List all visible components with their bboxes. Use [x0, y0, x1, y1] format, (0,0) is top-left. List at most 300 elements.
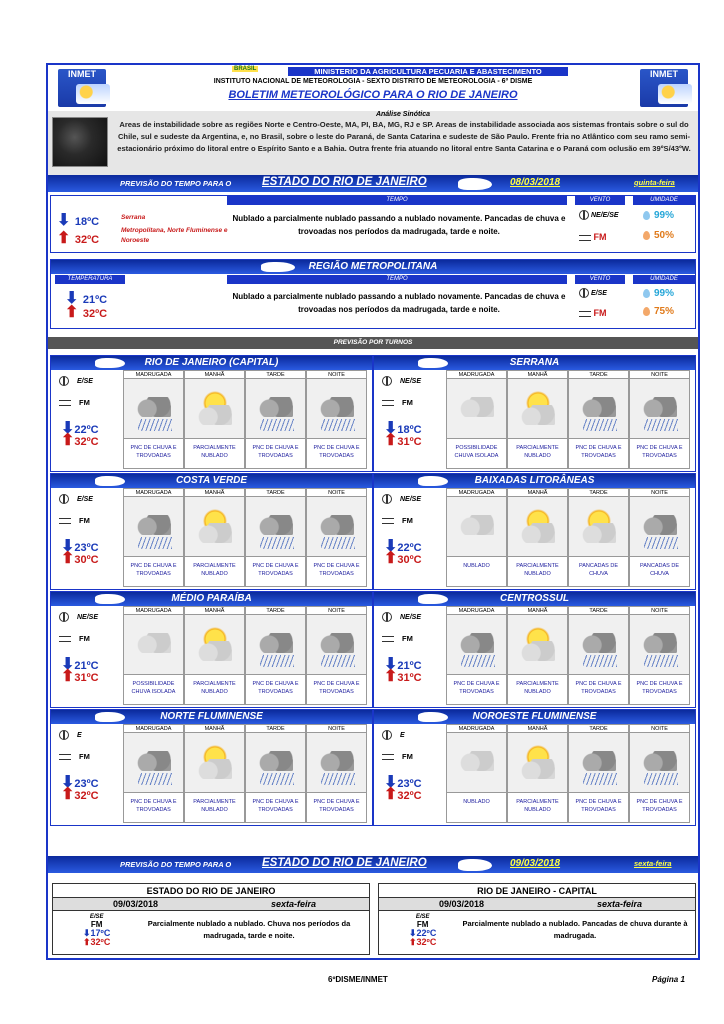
period-column	[184, 488, 245, 588]
region-wind-dir: E/SE	[59, 376, 93, 386]
region-tmin: ⬇22ºC	[384, 538, 422, 555]
card-title: ESTADO DO RIO DE JANEIRO	[53, 884, 369, 898]
day1-weekday: quinta-feira	[634, 178, 675, 187]
period-desc: PNC DE CHUVA E TROVOADAS	[123, 557, 184, 587]
rain-icon	[138, 537, 172, 549]
period-desc: PNC DE CHUVA E TROVOADAS	[245, 675, 306, 705]
period-column	[245, 370, 306, 470]
region-tmin: ⬇23ºC	[61, 774, 99, 791]
period-icon-cell	[245, 733, 306, 793]
storm-cloud-icon	[320, 397, 354, 417]
period-column	[629, 606, 690, 706]
period-desc: PNC DE CHUVA E TROVOADAS	[629, 439, 690, 469]
period-icon-cell	[184, 733, 245, 793]
region-wind-dir: E/SE	[59, 494, 93, 504]
region-title: SERRANA	[374, 356, 695, 370]
period-label: NOITE	[306, 370, 367, 379]
card-tmax: ⬆32ºC	[83, 937, 111, 947]
synoptic-label: Análise Sinótica	[375, 111, 431, 118]
period-column	[568, 488, 629, 588]
region-side	[374, 370, 444, 471]
compass-icon	[59, 612, 69, 622]
period-desc: PARCIALMENTE NUBLADO	[507, 439, 568, 469]
rj-map-icon	[418, 358, 448, 368]
region-periods	[446, 606, 691, 706]
wind-icon	[59, 400, 71, 406]
period-label: MANHÃ	[184, 724, 245, 733]
card-date-row	[379, 898, 695, 911]
period-desc: PNC DE CHUVA E TROVOADAS	[306, 557, 367, 587]
period-column	[123, 488, 184, 588]
rj-map-icon	[261, 262, 295, 272]
period-column	[123, 606, 184, 706]
rain-icon	[583, 419, 617, 431]
metro-tmin: ⬇ 21ºC	[65, 290, 108, 307]
region-wind-dir: NE/SE	[382, 612, 421, 622]
period-label: NOITE	[629, 488, 690, 497]
wind-icon	[382, 400, 394, 406]
period-label: NOITE	[306, 606, 367, 615]
period-column	[184, 370, 245, 470]
period-desc: NUBLADO	[446, 557, 507, 587]
rain-icon	[321, 655, 355, 667]
state-hum-max: 99%	[643, 210, 674, 221]
rj-map-icon	[95, 476, 125, 486]
period-desc: PNC DE CHUVA E TROVOADAS	[306, 439, 367, 469]
rj-map-icon	[458, 859, 492, 871]
metro-wind-spd: FM	[579, 308, 607, 318]
cloud-icon	[137, 633, 171, 653]
period-label: MANHÃ	[507, 488, 568, 497]
period-label: NOITE	[629, 724, 690, 733]
period-label: MANHÃ	[507, 606, 568, 615]
period-column	[446, 606, 507, 706]
card-tmax: ⬆32ºC	[409, 937, 437, 947]
period-icon-cell	[446, 379, 507, 439]
card-date: 09/03/2018	[113, 899, 159, 909]
period-desc: PNC DE CHUVA E TROVOADAS	[245, 793, 306, 823]
period-desc: PNC DE CHUVA E TROVOADAS	[446, 675, 507, 705]
rj-map-icon	[418, 594, 448, 604]
rain-icon	[321, 419, 355, 431]
period-column	[507, 724, 568, 824]
storm-cloud-icon	[137, 397, 171, 417]
cloud-icon	[460, 515, 494, 535]
cloud-icon	[582, 523, 616, 543]
period-column	[629, 488, 690, 588]
compass-icon	[382, 494, 392, 504]
period-column	[507, 370, 568, 470]
period-desc: PARCIALMENTE NUBLADO	[184, 675, 245, 705]
metro-h-tempo: TEMPO	[227, 275, 567, 284]
period-icon-cell	[184, 615, 245, 675]
period-icon-cell	[123, 497, 184, 557]
period-label: NOITE	[306, 724, 367, 733]
wind-icon	[59, 518, 71, 524]
card-tmin: ⬇17ºC	[83, 928, 111, 938]
card-wind-spd: FM	[90, 920, 103, 929]
period-icon-cell	[629, 733, 690, 793]
wind-icon	[382, 754, 394, 760]
region-panel	[50, 709, 373, 826]
period-icon-cell	[123, 615, 184, 675]
region-tmin: ⬇21ºC	[384, 656, 422, 673]
rain-icon	[644, 419, 678, 431]
state-tmin: ⬇ 18ºC	[57, 212, 100, 229]
region-title: NORTE FLUMINENSE	[51, 710, 372, 724]
period-desc: PNC DE CHUVA E TROVOADAS	[123, 439, 184, 469]
wind-icon	[382, 518, 394, 524]
rain-icon	[644, 537, 678, 549]
region-wind-spd: FM	[382, 752, 413, 761]
region-periods	[123, 606, 368, 706]
compass-icon	[382, 730, 392, 740]
region-wind-dir: NE/SE	[59, 612, 98, 622]
wind-icon	[59, 636, 71, 642]
metro-forecast	[50, 259, 696, 329]
rain-icon	[461, 655, 495, 667]
cloud-icon	[460, 751, 494, 771]
state-tmax: ⬆ 32ºC	[57, 230, 100, 247]
rj-map-icon	[418, 476, 448, 486]
storm-cloud-icon	[582, 751, 616, 771]
region-wind-dir: NE/SE	[382, 494, 421, 504]
state-h-vento: VENTO	[575, 196, 625, 205]
region-tmax: ⬆31ºC	[384, 668, 422, 685]
institute-title: INSTITUTO NACIONAL DE METEOROLOGIA - SEXTO DISTRITO DE METEOROLOGIA - 6º DISME	[213, 78, 533, 85]
region-title: BAIXADAS LITORÂNEAS	[374, 474, 695, 488]
cloud-icon	[521, 759, 555, 779]
state-wind-dir: NE/E/SE	[579, 210, 619, 220]
period-icon-cell	[507, 497, 568, 557]
metro-hum-min: 75%	[643, 306, 674, 317]
card-date: 09/03/2018	[439, 899, 485, 909]
rain-icon	[583, 655, 617, 667]
region-wind-spd: FM	[59, 516, 90, 525]
rain-icon	[260, 419, 294, 431]
period-desc: PNC DE CHUVA E TROVOADAS	[629, 675, 690, 705]
storm-cloud-icon	[259, 751, 293, 771]
metro-desc: Nublado a parcialmente nublado passando a nublado novamente. Pancadas de chuva e trovoadas nos períodos da madrugada, tarde e noite.	[232, 292, 566, 314]
metro-h-vento: VENTO	[575, 275, 625, 284]
period-desc: PANCADAS DE CHUVA	[568, 557, 629, 587]
region-tmax: ⬆32ºC	[61, 432, 99, 449]
compass-icon	[59, 730, 69, 740]
region-title: NOROESTE FLUMINENSE	[374, 710, 695, 724]
period-column	[184, 606, 245, 706]
day1-state: ESTADO DO RIO DE JANEIRO	[262, 176, 427, 188]
period-label: TARDE	[245, 606, 306, 615]
storm-cloud-icon	[137, 751, 171, 771]
wind-icon	[59, 754, 71, 760]
region-periods	[446, 370, 691, 470]
period-icon-cell	[123, 733, 184, 793]
period-desc: PARCIALMENTE NUBLADO	[184, 439, 245, 469]
cloud-icon	[521, 405, 555, 425]
cloud-icon	[521, 523, 555, 543]
region-tmax: ⬆32ºC	[61, 786, 99, 803]
rj-map-icon	[95, 594, 125, 604]
period-column	[245, 724, 306, 824]
compass-icon	[59, 494, 69, 504]
state-h-tempo: TEMPO	[227, 196, 567, 205]
period-label: TARDE	[568, 370, 629, 379]
storm-cloud-icon	[582, 397, 616, 417]
period-icon-cell	[629, 615, 690, 675]
compass-icon	[59, 376, 69, 386]
metro-tmax: ⬆ 32ºC	[65, 304, 108, 321]
cloud-icon	[460, 397, 494, 417]
state-forecast	[50, 195, 696, 253]
region-side	[374, 606, 444, 707]
region-side	[374, 488, 444, 589]
period-icon-cell	[245, 379, 306, 439]
card-wind-dir: E/SE	[89, 914, 104, 920]
period-column	[629, 370, 690, 470]
rain-icon	[321, 537, 355, 549]
period-label: MADRUGADA	[446, 606, 507, 615]
card-conditions	[83, 913, 110, 947]
header	[48, 65, 698, 111]
region-periods	[446, 724, 691, 824]
state-min-regions: Serrana	[121, 214, 146, 221]
wind-icon	[579, 311, 591, 317]
period-label: MADRUGADA	[123, 488, 184, 497]
period-icon-cell	[568, 379, 629, 439]
region-tmax: ⬆31ºC	[61, 668, 99, 685]
period-icon-cell	[446, 497, 507, 557]
wind-icon	[382, 636, 394, 642]
period-icon-cell	[629, 497, 690, 557]
day1-date: 08/03/2018	[510, 177, 561, 188]
period-label: NOITE	[629, 606, 690, 615]
period-column	[507, 488, 568, 588]
period-icon-cell	[507, 615, 568, 675]
region-tmax: ⬆32ºC	[384, 786, 422, 803]
region-side	[374, 724, 444, 825]
region-side	[51, 606, 121, 707]
storm-cloud-icon	[460, 633, 494, 653]
region-tmin: ⬇18ºC	[384, 420, 422, 437]
period-column	[507, 606, 568, 706]
state-desc: Nublado a parcialmente nublado passando a nublado novamente. Pancadas de chuva e trovoadas nos períodos da madrugada, tarde e noite.	[232, 214, 566, 236]
period-icon-cell	[245, 615, 306, 675]
period-column	[568, 370, 629, 470]
metro-title: REGIÃO METROPOLITANA	[308, 261, 438, 272]
region-tmin: ⬇22ºC	[61, 420, 99, 437]
region-tmin: ⬇21ºC	[61, 656, 99, 673]
period-label: TARDE	[568, 606, 629, 615]
period-icon-cell	[184, 379, 245, 439]
period-desc: PARCIALMENTE NUBLADO	[184, 793, 245, 823]
period-icon-cell	[245, 497, 306, 557]
period-column	[184, 724, 245, 824]
region-periods	[123, 370, 368, 470]
period-icon-cell	[306, 497, 367, 557]
region-panel	[373, 355, 696, 472]
storm-cloud-icon	[643, 633, 677, 653]
period-column	[446, 724, 507, 824]
day2-prev: PREVISÃO DO TEMPO PARA O	[120, 860, 232, 869]
period-desc: PANCADAS DE CHUVA	[629, 557, 690, 587]
period-desc: PARCIALMENTE NUBLADO	[184, 557, 245, 587]
state-h-umidade: UMIDADE	[633, 196, 695, 205]
period-label: MANHÃ	[184, 606, 245, 615]
state-wind-spd: FM	[579, 232, 607, 242]
storm-cloud-icon	[259, 633, 293, 653]
region-wind-spd: FM	[382, 398, 413, 407]
card-wind-dir: E/SE	[415, 914, 430, 920]
drop-icon	[643, 231, 650, 240]
period-label: MADRUGADA	[123, 370, 184, 379]
footer-page: Página 1	[652, 975, 685, 984]
rain-icon	[644, 655, 678, 667]
card-tmin: ⬇22ºC	[409, 928, 437, 938]
period-label: MANHÃ	[184, 488, 245, 497]
period-label: MADRUGADA	[123, 606, 184, 615]
period-desc: POSSIBILIDADE CHUVA ISOLADA	[446, 439, 507, 469]
inmet-logo-left: INMET	[58, 69, 106, 107]
region-wind-spd: FM	[59, 752, 90, 761]
period-label: TARDE	[568, 488, 629, 497]
period-desc: PNC DE CHUVA E TROVOADAS	[245, 439, 306, 469]
period-column	[568, 606, 629, 706]
cloud-icon	[198, 759, 232, 779]
metro-h-temp: TEMPERATURA	[55, 275, 125, 284]
period-column	[446, 370, 507, 470]
footer-center: 6ºDISME/INMET	[328, 975, 388, 984]
metro-bar	[51, 260, 695, 274]
card-weekday: sexta-feira	[597, 899, 643, 909]
day2-card	[52, 883, 370, 955]
bulletin-frame	[46, 63, 700, 960]
synoptic-analysis	[48, 111, 698, 175]
rain-icon	[644, 773, 678, 785]
card-title: RIO DE JANEIRO - CAPITAL	[379, 884, 695, 898]
region-panel	[373, 709, 696, 826]
rain-icon	[260, 537, 294, 549]
region-tmin: ⬇23ºC	[384, 774, 422, 791]
drop-icon	[643, 289, 650, 298]
period-desc: PNC DE CHUVA E TROVOADAS	[306, 675, 367, 705]
period-icon-cell	[446, 615, 507, 675]
rj-map-icon	[95, 358, 125, 368]
day2-card	[378, 883, 696, 955]
region-wind-spd: FM	[382, 634, 413, 643]
period-desc: PNC DE CHUVA E TROVOADAS	[568, 675, 629, 705]
period-desc: PNC DE CHUVA E TROVOADAS	[568, 439, 629, 469]
period-desc: POSSIBILIDADE CHUVA ISOLADA	[123, 675, 184, 705]
day2-bar	[48, 856, 698, 873]
satellite-image	[52, 117, 108, 167]
region-panel	[373, 591, 696, 708]
period-icon-cell	[306, 379, 367, 439]
card-desc: Parcialmente nublado a nublado. Pancadas de chuva durante à madrugada.	[462, 919, 688, 940]
card-desc: Parcialmente nublado a nublado. Chuva nos períodos da madrugada, tarde e noite.	[147, 919, 351, 940]
period-label: MANHÃ	[507, 724, 568, 733]
metro-h-umidade: UMIDADE	[633, 275, 695, 284]
period-desc: PARCIALMENTE NUBLADO	[507, 557, 568, 587]
region-panel	[50, 473, 373, 590]
inmet-logo-right: INMET	[640, 69, 688, 107]
rain-icon	[260, 773, 294, 785]
period-icon-cell	[568, 497, 629, 557]
period-column	[306, 606, 367, 706]
region-side	[51, 724, 121, 825]
period-label: TARDE	[245, 370, 306, 379]
period-desc: NUBLADO	[446, 793, 507, 823]
compass-icon	[579, 288, 589, 298]
rj-map-icon	[458, 178, 492, 190]
day2-state: ESTADO DO RIO DE JANEIRO	[262, 857, 427, 869]
region-tmax: ⬆30ºC	[61, 550, 99, 567]
period-column	[123, 370, 184, 470]
rain-icon	[138, 419, 172, 431]
compass-icon	[382, 376, 392, 386]
cloud-icon	[198, 523, 232, 543]
region-title: CENTROSSUL	[374, 592, 695, 606]
region-panel	[50, 591, 373, 708]
period-icon-cell	[629, 379, 690, 439]
region-tmin: ⬇23ºC	[61, 538, 99, 555]
storm-cloud-icon	[320, 515, 354, 535]
region-periods	[446, 488, 691, 588]
region-title: MÉDIO PARAÍBA	[51, 592, 372, 606]
region-tmax: ⬆30ºC	[384, 550, 422, 567]
compass-icon	[579, 210, 589, 220]
drop-icon	[643, 307, 650, 316]
compass-icon	[382, 612, 392, 622]
region-side	[51, 488, 121, 589]
period-column	[568, 724, 629, 824]
region-wind-spd: FM	[382, 516, 413, 525]
rain-icon	[583, 773, 617, 785]
region-side	[51, 370, 121, 471]
state-hum-min: 50%	[643, 230, 674, 241]
metro-wind-dir: E/SE	[579, 288, 607, 298]
region-wind-dir: E	[382, 730, 405, 740]
synoptic-text: Areas de instabilidade sobre as regiões Norte e Centro-Oeste, MA, PI, BA, MG, RJ e SP. Areas de instabilidade associada aos sistemas frontais sobre o sul do Chile, sul e sudeste da Argentina, e, no Brasil, sobre o leste do Paraná, de Santa Catarina e sudeste de São Paulo. Frente fria no Atlântico com seu ramo semi-estacionário próximo do litoral entre o Espírito Santo e a Bahia. Outra frente fria atuando no litoral entre Santa Catarina e o Paraná com oclusão em 39ºS/43ºW.	[117, 120, 691, 153]
period-icon-cell	[446, 733, 507, 793]
region-title: RIO DE JANEIRO (CAPITAL)	[51, 356, 372, 370]
period-desc: PARCIALMENTE NUBLADO	[507, 793, 568, 823]
period-icon-cell	[184, 497, 245, 557]
period-desc: PNC DE CHUVA E TROVOADAS	[306, 793, 367, 823]
storm-cloud-icon	[643, 397, 677, 417]
storm-cloud-icon	[137, 515, 171, 535]
storm-cloud-icon	[643, 751, 677, 771]
period-label: TARDE	[245, 488, 306, 497]
period-label: TARDE	[245, 724, 306, 733]
region-periods	[123, 488, 368, 588]
period-desc: PNC DE CHUVA E TROVOADAS	[568, 793, 629, 823]
region-title: COSTA VERDE	[51, 474, 372, 488]
period-icon-cell	[507, 379, 568, 439]
rj-map-icon	[418, 712, 448, 722]
period-icon-cell	[306, 733, 367, 793]
period-icon-cell	[123, 379, 184, 439]
region-tmax: ⬆31ºC	[384, 432, 422, 449]
period-column	[629, 724, 690, 824]
period-column	[245, 488, 306, 588]
period-column	[306, 370, 367, 470]
period-icon-cell	[507, 733, 568, 793]
rain-icon	[260, 655, 294, 667]
card-date-row	[53, 898, 369, 911]
storm-cloud-icon	[320, 633, 354, 653]
period-desc: PARCIALMENTE NUBLADO	[507, 675, 568, 705]
region-panel	[50, 355, 373, 472]
